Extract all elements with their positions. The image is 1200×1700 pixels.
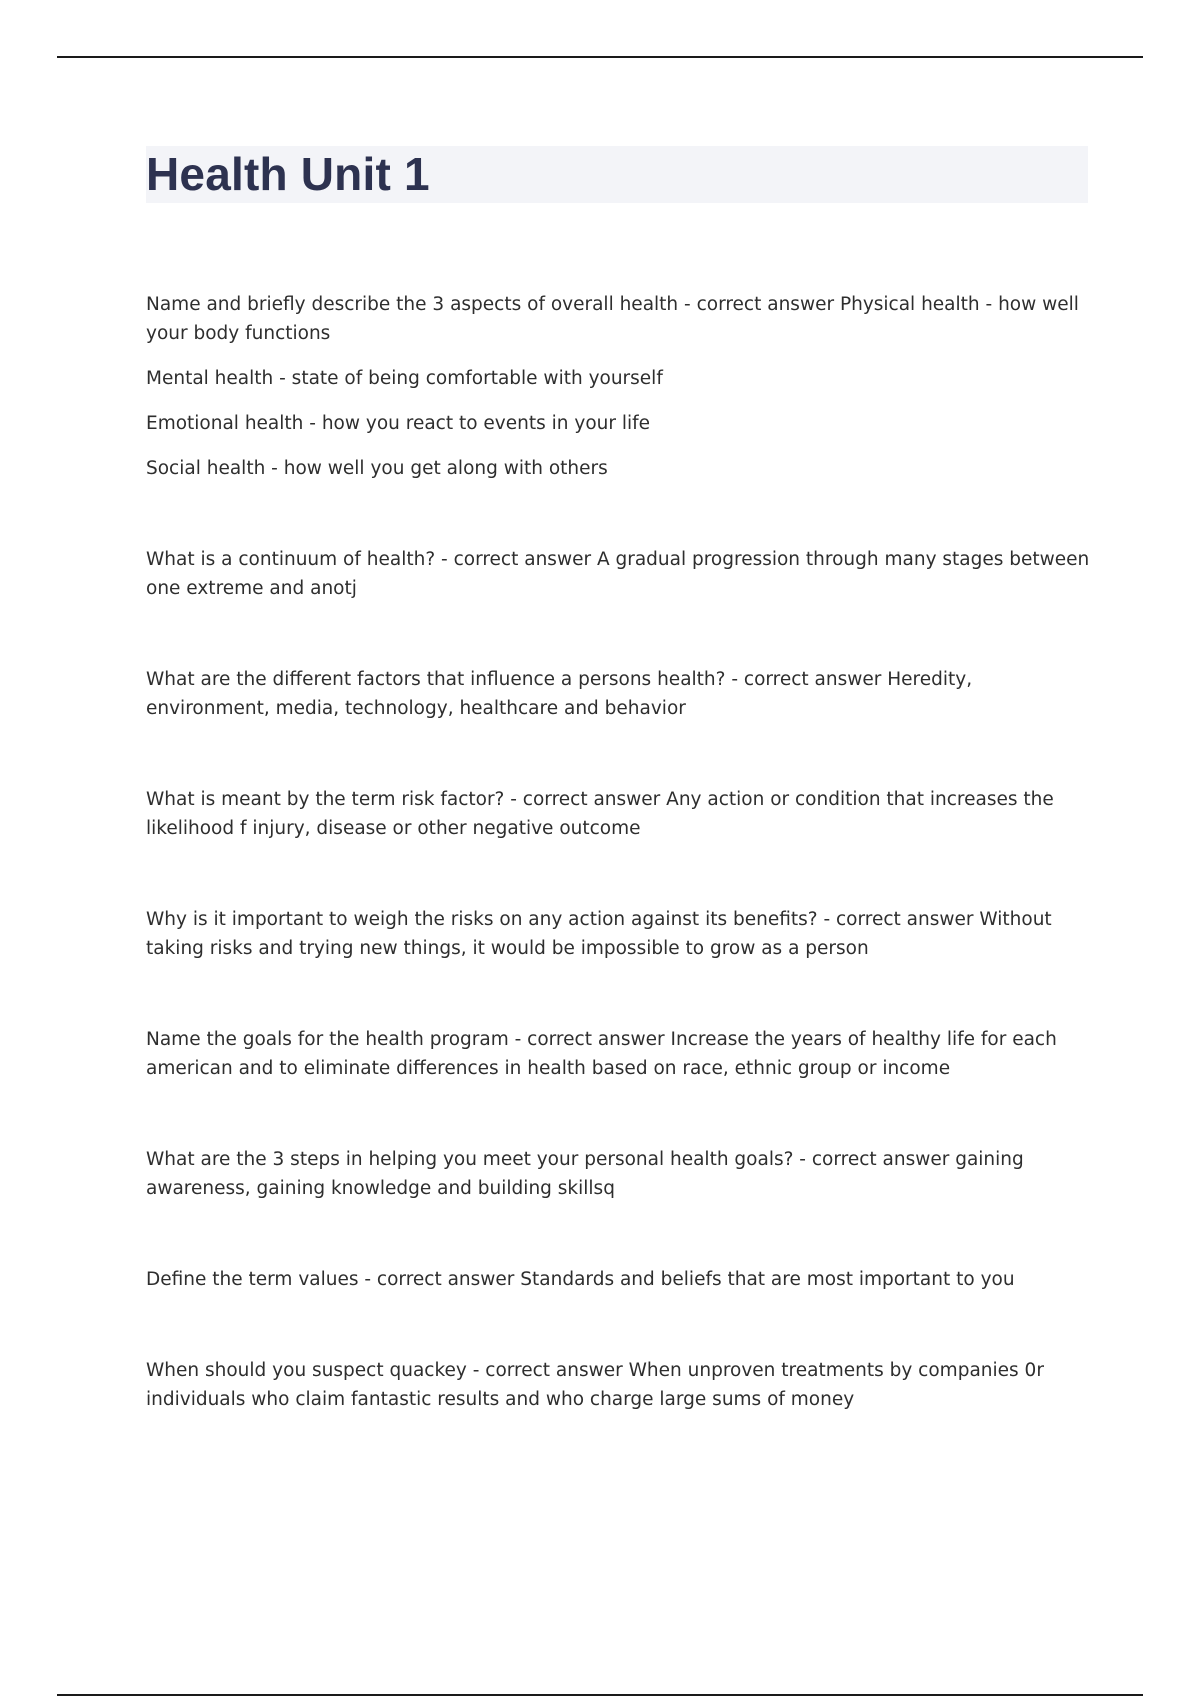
qa-list	[146, 290, 1091, 1414]
qa-question-answer: What is a continuum of health? - correct answer A gradual progression through many stages between one extreme and anotj	[146, 549, 1090, 599]
footer-rule	[57, 1694, 1143, 1696]
qa-item	[146, 1025, 1091, 1083]
qa-item	[146, 905, 1091, 963]
qa-question-answer: Name and briefly describe the 3 aspects of overall health - correct answer Physical health - how well your body functions	[146, 294, 1079, 344]
qa-question-answer: Name the goals for the health program - correct answer Increase the years of healthy life for each american and to eliminate differences in health based on race, ethnic group or income	[146, 1029, 1057, 1079]
header-rule	[57, 56, 1143, 58]
qa-question-answer: What are the 3 steps in helping you meet your personal health goals? - correct answer gaining awareness, gaining knowledge and building skillsq	[146, 1149, 1024, 1199]
title-band	[146, 146, 1088, 203]
qa-item	[146, 1356, 1091, 1414]
qa-question-answer: Define the term values - correct answer Standards and beliefs that are most important to you	[146, 1269, 1015, 1290]
qa-answer-line: Mental health - state of being comfortable with yourself	[146, 368, 663, 389]
qa-answer-line: Emotional health - how you react to events in your life	[146, 413, 651, 434]
qa-answer-line: Social health - how well you get along with others	[146, 458, 608, 479]
qa-question-answer: When should you suspect quackey - correct answer When unproven treatments by companies 0r individuals who claim fantastic results and who charge large sums of money	[146, 1360, 1044, 1410]
page-title: Health Unit 1	[146, 148, 430, 200]
qa-item	[146, 545, 1091, 603]
qa-item	[146, 1265, 1091, 1294]
qa-item	[146, 1145, 1091, 1203]
qa-item	[146, 785, 1091, 843]
qa-question-answer: Why is it important to weigh the risks on any action against its benefits? - correct answer Without taking risks and trying new things, it would be impossible to grow as a person	[146, 909, 1052, 959]
qa-item	[146, 290, 1091, 483]
qa-question-answer: What are the different factors that influence a persons health? - correct answer Heredity, environment, media, technology, healthcare and behavior	[146, 669, 973, 719]
qa-item	[146, 665, 1091, 723]
qa-question-answer: What is meant by the term risk factor? - correct answer Any action or condition that increases the likelihood f injury, disease or other negative outcome	[146, 789, 1054, 839]
